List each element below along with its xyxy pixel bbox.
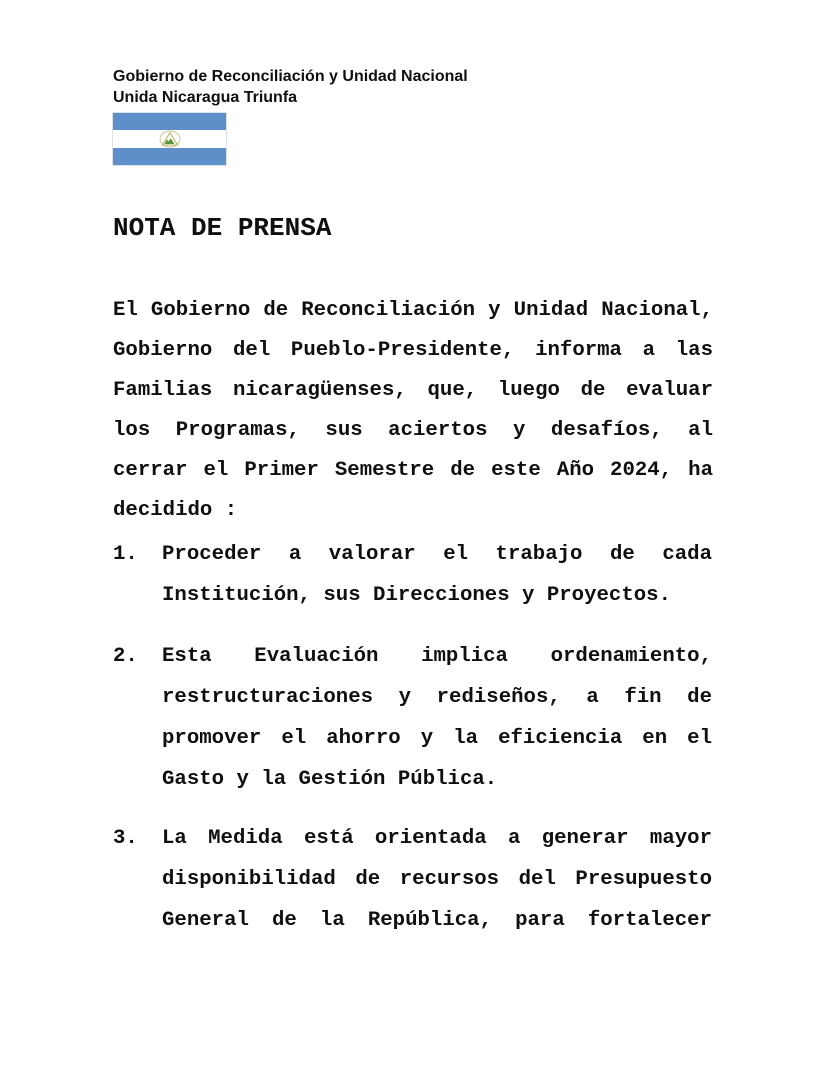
list-item-text: La Medida está orientada a generar mayor disponibilidad de recursos del Presupuesto General de la República, para fortalecer [162, 827, 712, 932]
flag-stripe-middle [113, 130, 226, 147]
page-title: NOTA DE PRENSA [113, 213, 332, 243]
list-item [113, 818, 712, 941]
list-item-number: 1. [113, 543, 138, 566]
list-item-number: 3. [113, 827, 138, 850]
flag-stripe-top [113, 113, 226, 130]
list-item [113, 636, 712, 800]
nicaragua-flag-icon [113, 113, 226, 165]
list-item-number: 2. [113, 645, 138, 668]
flag-stripe-bottom [113, 148, 226, 165]
list-item-text: Proceder a valorar el trabajo de cada Institución, sus Direcciones y Proyectos. [162, 543, 712, 607]
intro-paragraph: El Gobierno de Reconciliación y Unidad Nacional, Gobierno del Pueblo-Presidente, informa a las Familias nicaragüenses, que, luego de evaluar los Programas, sus aciertos y desafíos, al cerrar el Primer Semestre de este Año 2024, ha decidido : [113, 298, 713, 522]
nicaragua-coat-of-arms-icon [158, 130, 182, 148]
letterhead-line-1: Gobierno de Reconciliación y Unidad Nacional [113, 68, 468, 85]
list-item-text: Esta Evaluación implica ordenamiento, restructuraciones y rediseños, a fin de promover el ahorro y la eficiencia en el Gasto y la Gestión Pública. [162, 645, 712, 791]
letterhead [113, 66, 468, 108]
letterhead-line-2: Unida Nicaragua Triunfa [113, 89, 298, 106]
list-item [113, 534, 712, 616]
